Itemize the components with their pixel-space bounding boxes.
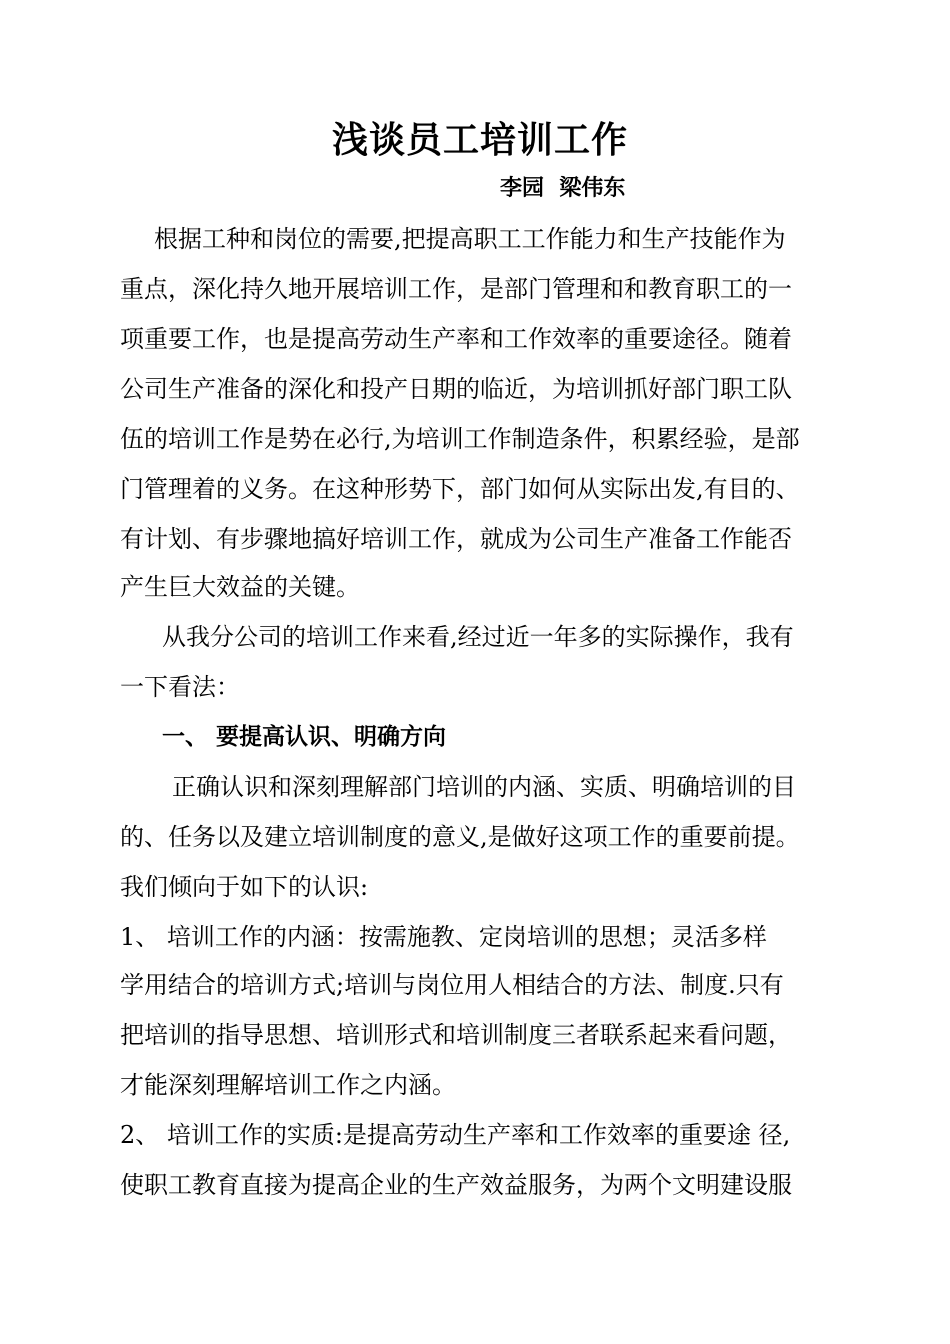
- paragraph-line: 公司生产准备的深化和投产日期的临近，为培训抓好部门职工队: [120, 375, 792, 403]
- paragraph-line: 产生巨大效益的关键。: [120, 573, 360, 601]
- paragraph-line: 才能深刻理解培训工作之内涵。: [120, 1071, 456, 1099]
- paragraph-line: 正确认识和深刻理解部门培训的内涵、实质、明确培训的目: [172, 773, 796, 801]
- list-item-line: 2、 培训工作的实质:是提高劳动生产率和工作效率的重要途 径,: [120, 1121, 791, 1149]
- paragraph-line: 的、任务以及建立培训制度的意义,是做好这项工作的重要前提。: [120, 823, 800, 851]
- paragraph-line: 根据工种和岗位的需要,把提高职工工作能力和生产技能作为: [154, 225, 786, 253]
- document-title: 浅谈员工培训工作: [331, 119, 628, 161]
- paragraph-line: 使职工教育直接为提高企业的生产效益服务，为两个文明建设服: [120, 1171, 792, 1199]
- paragraph-line: 一下看法：: [120, 673, 240, 701]
- paragraph-line: 重点，深化持久地开展培训工作，是部门管理和和教育职工的一: [120, 275, 792, 303]
- paragraph-line: 学用结合的培训方式;培训与岗位用人相结合的方法、制度.只有: [120, 971, 784, 999]
- paragraph-line: 有计划、有步骤地搞好培训工作，就成为公司生产准备工作能否: [120, 525, 792, 553]
- paragraph-line: 我们倾向于如下的认识:: [120, 873, 369, 901]
- paragraph-line: 项重要工作，也是提高劳动生产率和工作效率的重要途径。随着: [120, 325, 792, 353]
- paragraph-line: 从我分公司的培训工作来看,经过近一年多的实际操作，我有: [162, 623, 794, 651]
- section-heading: 一、 要提高认识、明确方向: [162, 723, 447, 750]
- paragraph-line: 把培训的指导思想、培训形式和培训制度三者联系起来看问题，: [120, 1021, 792, 1049]
- document-authors: 李园 梁伟东: [500, 175, 626, 201]
- paragraph-line: 伍的培训工作是势在必行,为培训工作制造条件，积累经验，是部: [120, 425, 800, 453]
- paragraph-line: 门管理着的义务。在这种形势下，部门如何从实际出发,有目的、: [120, 475, 800, 503]
- list-item-line: 1、 培训工作的内涵：按需施教、定岗培训的思想；灵活多样: [120, 923, 767, 951]
